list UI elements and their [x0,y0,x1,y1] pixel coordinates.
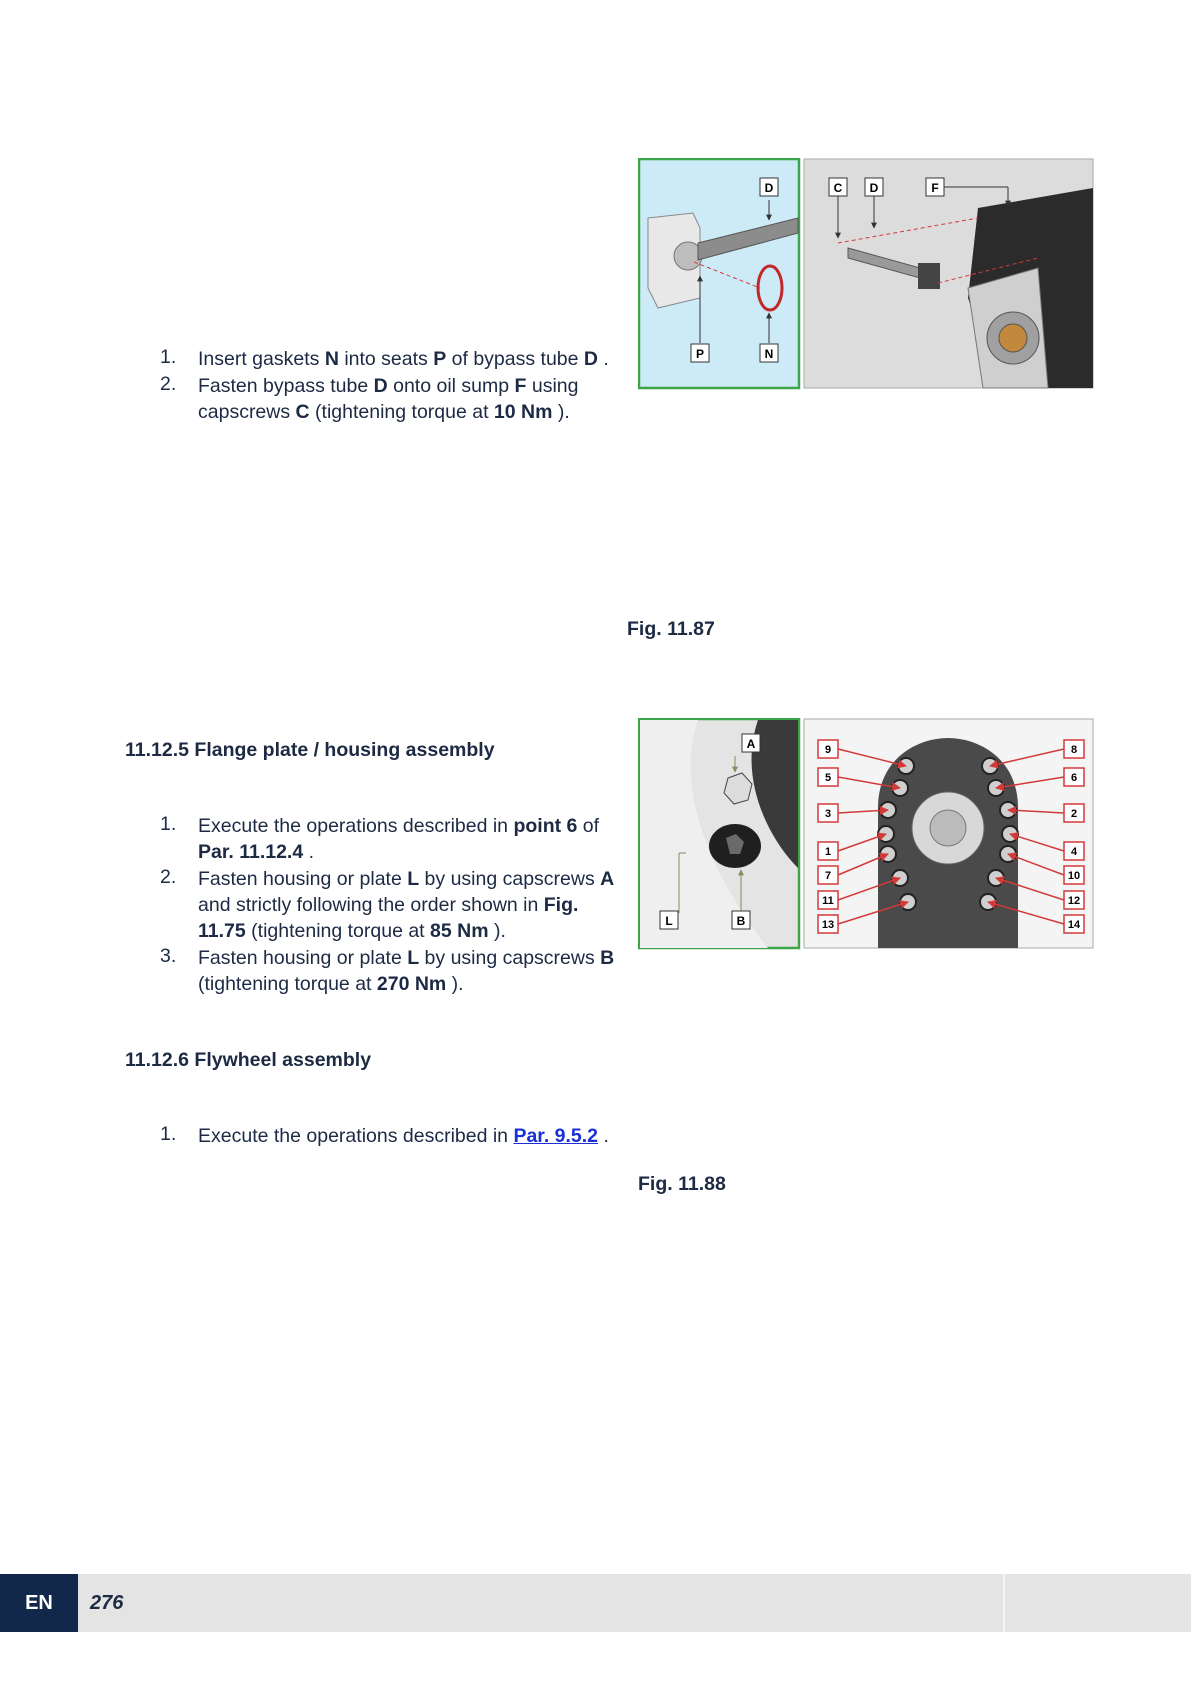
step-run: Fasten housing or plate [198,947,408,969]
svg-text:D: D [764,181,774,195]
figure-11-88 [638,718,1094,950]
bolt-sequence-number: 1 [824,846,832,858]
paragraph-link[interactable]: Par. 9.5.2 [513,1125,599,1147]
page-footer [0,1574,1191,1632]
step-text [198,348,609,370]
bolt-sequence-number: 11 [822,895,834,907]
flywheel-steps [160,1123,620,1150]
step-run: using capscrews [198,375,579,423]
bolt-sequence-number: 14 [1067,919,1081,931]
svg-text:C: C [833,181,843,195]
step-emphasis: Fig. 11.75 [198,894,579,942]
bolt-sequence-number: 4 [1070,846,1078,858]
svg-text:F: F [931,181,939,195]
bolt-sequence-number: 12 [1067,895,1081,907]
footer-divider [1003,1574,1005,1632]
bolt-sequence-number: 3 [824,808,832,820]
section-11-12-6-title: 11.12.6 Flywheel assembly [125,1049,372,1071]
step-text [198,947,614,995]
bolt-sequence-number: 5 [824,772,832,784]
fig1-label-p [691,344,709,362]
step-run: Fasten bypass tube [198,375,374,397]
step-emphasis: L [407,947,420,969]
step-item [160,1123,620,1149]
step-run: . [598,348,609,370]
step-run: ). [446,973,464,995]
step-run: Execute the operations described in [198,1125,514,1147]
step-text [198,1125,609,1147]
step-item [160,346,620,372]
figure-11-88-caption: Fig. 11.88 [638,1173,726,1195]
step-number: 2. [160,866,177,888]
step-emphasis: D [373,375,388,397]
bolt-sequence-number: 13 [821,919,835,931]
step-item [160,813,620,865]
fig1-label-n [760,344,778,362]
step-text [198,868,614,942]
flange-plate-steps [160,813,620,998]
svg-text:N: N [764,347,774,361]
step-run: . [303,841,315,863]
step-number: 1. [160,813,177,835]
fig2-label-a [742,734,760,752]
bolt-sequence-number: 10 [1067,870,1081,882]
page-number: 276 [90,1592,124,1614]
step-item [160,866,620,944]
step-number: 1. [160,1123,177,1145]
step-emphasis: 270 Nm [376,973,447,995]
fig2-label-l [660,911,678,929]
step-number: 2. [160,373,177,395]
bolt-sequence-number: 8 [1070,744,1078,756]
step-item [160,373,620,425]
step-run: Insert gaskets [198,348,325,370]
svg-text:D: D [869,181,879,195]
step-run: (tightening torque at [245,920,431,942]
step-run: and strictly following the order shown in [198,894,544,916]
figure-11-87 [638,158,1094,390]
step-text [198,375,579,423]
step-run: onto oil sump [387,375,515,397]
bolt-sequence-number: 7 [824,870,832,882]
svg-text:A: A [746,737,756,751]
fig1-label-d2 [865,178,883,196]
step-emphasis: L [407,868,420,890]
step-run: (tightening torque at [198,973,377,995]
step-run: by using capscrews [419,947,601,969]
step-emphasis: Par. 11.12.4 [198,841,304,863]
fig1-label-d [760,178,778,196]
step-emphasis: C [295,401,310,423]
section-11-12-5-title: 11.12.5 Flange plate / housing assembly [125,739,495,761]
step-item [160,945,620,997]
svg-text:B: B [736,914,746,928]
bypass-tube-steps [160,346,620,426]
fig2-label-b [732,911,750,929]
step-emphasis: N [324,348,339,370]
step-run: Execute the operations described in [198,815,514,837]
language-badge: EN [0,1574,78,1632]
bolt-sequence-number: 2 [1070,808,1078,820]
step-run: of [577,815,600,837]
figure-11-87-caption: Fig. 11.87 [627,618,715,640]
bolt-sequence-number: 9 [824,744,832,756]
step-run: . [598,1125,609,1147]
step-emphasis: A [600,868,615,890]
step-run: Fasten housing or plate [198,868,408,890]
bolt-sequence-number: 6 [1070,772,1078,784]
step-emphasis: 10 Nm [493,401,553,423]
fig1-label-f [926,178,944,196]
step-emphasis: F [514,375,527,397]
step-run: into seats [338,348,434,370]
step-number: 1. [160,346,177,368]
step-run: ). [552,401,570,423]
step-emphasis: 85 Nm [430,920,489,942]
step-emphasis: D [583,348,598,370]
step-run: of bypass tube [446,348,584,370]
step-run: by using capscrews [419,868,601,890]
step-number: 3. [160,945,177,967]
svg-text:L: L [665,914,673,928]
step-emphasis: P [433,348,447,370]
step-emphasis: B [600,947,615,969]
step-text [198,815,599,863]
svg-text:P: P [695,347,705,361]
fig1-label-c [829,178,847,196]
step-run: (tightening torque at [309,401,494,423]
step-run: ). [488,920,506,942]
step-emphasis: point 6 [513,815,578,837]
